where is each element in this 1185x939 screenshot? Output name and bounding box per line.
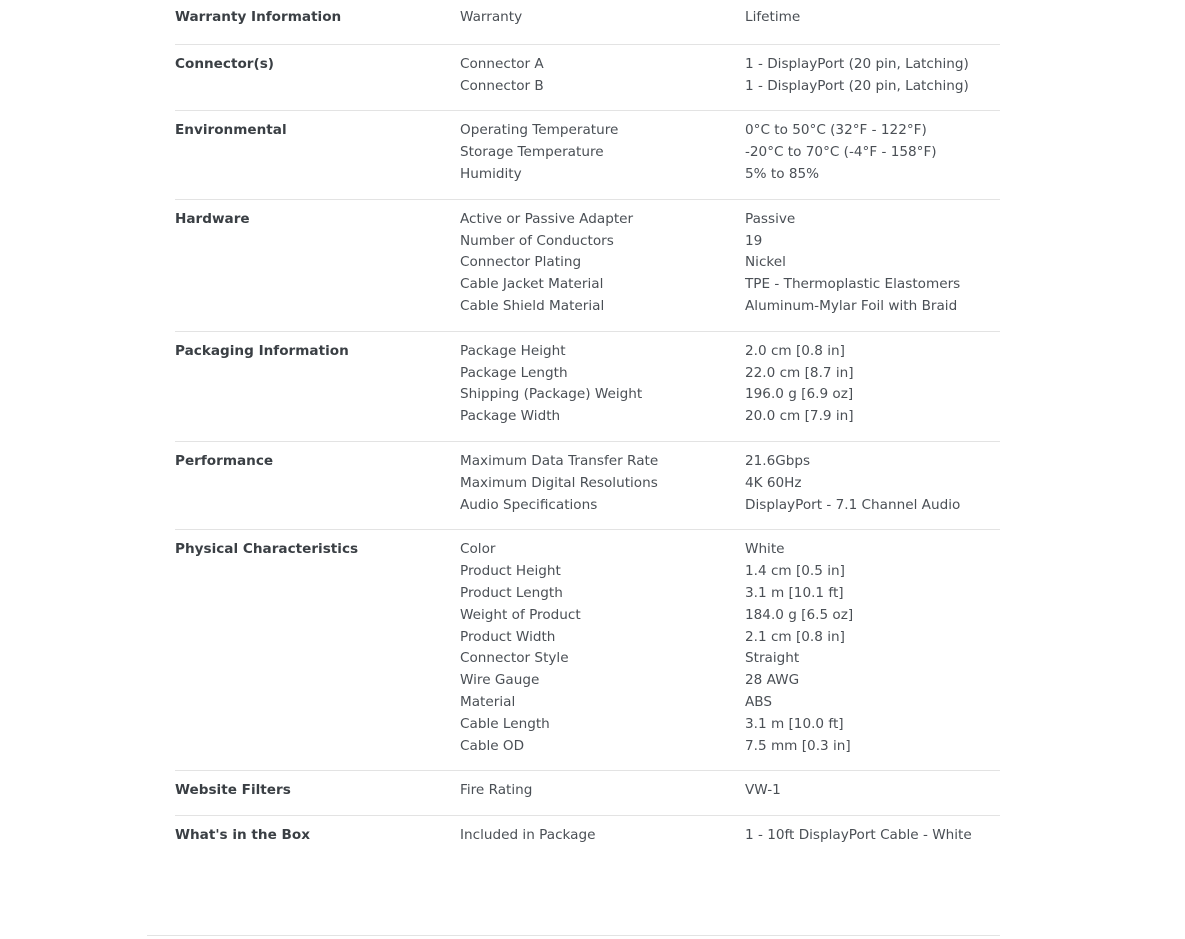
spec-row	[460, 120, 1000, 142]
spec-group-label: What's in the Box	[175, 827, 310, 844]
spec-name: Package Height	[460, 342, 566, 359]
spec-row	[460, 341, 1000, 363]
spec-value: 3.1 m [10.0 ft]	[745, 715, 844, 732]
spec-row	[460, 451, 1000, 473]
spec-name: Wire Gauge	[460, 672, 540, 689]
spec-value: 20.0 cm [7.9 in]	[745, 408, 854, 425]
spec-name: Weight of Product	[460, 606, 581, 623]
spec-group-rows	[460, 341, 1000, 428]
spec-value: White	[745, 541, 785, 558]
spec-value: 4K 60Hz	[745, 474, 802, 491]
spec-group-label: Hardware	[175, 210, 250, 227]
spec-value: Straight	[745, 650, 800, 667]
spec-group	[175, 111, 1000, 199]
spec-value: 5% to 85%	[745, 165, 820, 182]
spec-name: Product Length	[460, 584, 563, 601]
spec-name: Cable Length	[460, 715, 550, 732]
spec-group	[175, 0, 1000, 45]
specifications-table	[175, 0, 1000, 860]
spec-group-rows	[460, 120, 1000, 185]
spec-group-rows	[460, 825, 1000, 847]
spec-name: Number of Conductors	[460, 232, 614, 249]
spec-value: 28 AWG	[745, 672, 800, 689]
spec-name: Active or Passive Adapter	[460, 210, 634, 227]
spec-group-label: Connector(s)	[175, 55, 275, 72]
spec-group-rows	[460, 451, 1000, 516]
spec-value: 3.1 m [10.1 ft]	[745, 584, 844, 601]
spec-row	[460, 252, 1000, 274]
spec-value: 7.5 mm [0.3 in]	[745, 737, 851, 754]
spec-row	[460, 76, 1000, 98]
spec-value: 2.0 cm [0.8 in]	[745, 342, 845, 359]
spec-group	[175, 530, 1000, 771]
spec-group-label: Packaging Information	[175, 342, 349, 359]
spec-value: ABS	[745, 693, 773, 710]
spec-value: 196.0 g [6.9 oz]	[745, 386, 854, 403]
spec-name: Material	[460, 693, 516, 710]
spec-name: Product Width	[460, 628, 556, 645]
spec-name: Cable Jacket Material	[460, 276, 604, 293]
spec-name: Cable Shield Material	[460, 297, 605, 314]
spec-name: Connector B	[460, 77, 544, 94]
spec-value: Passive	[745, 210, 796, 227]
spec-row	[460, 384, 1000, 406]
spec-row	[460, 583, 1000, 605]
spec-row	[460, 473, 1000, 495]
spec-name: Audio Specifications	[460, 496, 598, 513]
spec-group	[175, 332, 1000, 442]
spec-row	[460, 670, 1000, 692]
spec-row	[460, 231, 1000, 253]
spec-group	[175, 45, 1000, 112]
spec-name: Storage Temperature	[460, 144, 604, 161]
spec-value: 1 - 10ft DisplayPort Cable - White	[745, 827, 972, 844]
spec-row	[460, 164, 1000, 186]
spec-group-rows	[460, 7, 1000, 29]
spec-value: 1 - DisplayPort (20 pin, Latching)	[745, 55, 969, 72]
spec-value: Aluminum-Mylar Foil with Braid	[745, 297, 958, 314]
spec-name: Operating Temperature	[460, 122, 619, 139]
spec-name: Humidity	[460, 165, 522, 182]
spec-group-label: Physical Characteristics	[175, 541, 359, 558]
spec-row	[460, 605, 1000, 627]
spec-value: DisplayPort - 7.1 Channel Audio	[745, 496, 961, 513]
spec-name: Product Height	[460, 563, 561, 580]
spec-row	[460, 274, 1000, 296]
spec-row	[460, 495, 1000, 517]
spec-group-label: Website Filters	[175, 782, 291, 799]
spec-group	[175, 200, 1000, 332]
spec-group-rows	[460, 209, 1000, 318]
spec-name: Package Length	[460, 364, 568, 381]
spec-row	[460, 736, 1000, 758]
spec-group-rows	[460, 539, 1000, 757]
spec-value: 1.4 cm [0.5 in]	[745, 563, 845, 580]
spec-row	[460, 142, 1000, 164]
spec-value: 21.6Gbps	[745, 452, 811, 469]
spec-row	[460, 714, 1000, 736]
spec-value: Nickel	[745, 254, 786, 271]
spec-group-rows	[460, 780, 1000, 802]
spec-row	[460, 406, 1000, 428]
spec-value: 184.0 g [6.5 oz]	[745, 606, 854, 623]
spec-row	[460, 648, 1000, 670]
spec-name: Shipping (Package) Weight	[460, 386, 643, 403]
table-bottom-divider	[147, 935, 1000, 936]
spec-value: 1 - DisplayPort (20 pin, Latching)	[745, 77, 969, 94]
spec-row	[460, 780, 1000, 802]
spec-group-label: Performance	[175, 452, 274, 469]
spec-group	[175, 816, 1000, 860]
spec-name: Maximum Data Transfer Rate	[460, 452, 659, 469]
spec-row	[460, 209, 1000, 231]
spec-group-label: Environmental	[175, 122, 287, 139]
spec-value: VW-1	[745, 782, 781, 799]
spec-name: Maximum Digital Resolutions	[460, 474, 658, 491]
spec-row	[460, 296, 1000, 318]
spec-group-rows	[460, 54, 1000, 98]
spec-row	[460, 54, 1000, 76]
spec-group-label: Warranty Information	[175, 9, 342, 25]
spec-value: 0°C to 50°C (32°F - 122°F)	[745, 122, 927, 139]
spec-name: Package Width	[460, 408, 561, 425]
spec-row	[460, 627, 1000, 649]
spec-name: Color	[460, 541, 496, 558]
spec-name: Fire Rating	[460, 782, 533, 799]
spec-value: 19	[745, 232, 763, 249]
spec-name: Connector Plating	[460, 254, 582, 271]
spec-row	[460, 692, 1000, 714]
spec-row	[460, 7, 1000, 29]
spec-value: TPE - Thermoplastic Elastomers	[745, 276, 961, 293]
spec-name: Cable OD	[460, 737, 525, 754]
spec-name: Warranty	[460, 9, 523, 25]
spec-value: 22.0 cm [8.7 in]	[745, 364, 854, 381]
spec-name: Connector A	[460, 55, 544, 72]
spec-name: Connector Style	[460, 650, 569, 667]
spec-value: -20°C to 70°C (-4°F - 158°F)	[745, 144, 937, 161]
spec-row	[460, 539, 1000, 561]
spec-group	[175, 442, 1000, 530]
spec-name: Included in Package	[460, 827, 596, 844]
spec-group	[175, 771, 1000, 816]
spec-value: Lifetime	[745, 9, 801, 25]
spec-row	[460, 825, 1000, 847]
spec-value: 2.1 cm [0.8 in]	[745, 628, 845, 645]
spec-row	[460, 363, 1000, 385]
spec-row	[460, 561, 1000, 583]
